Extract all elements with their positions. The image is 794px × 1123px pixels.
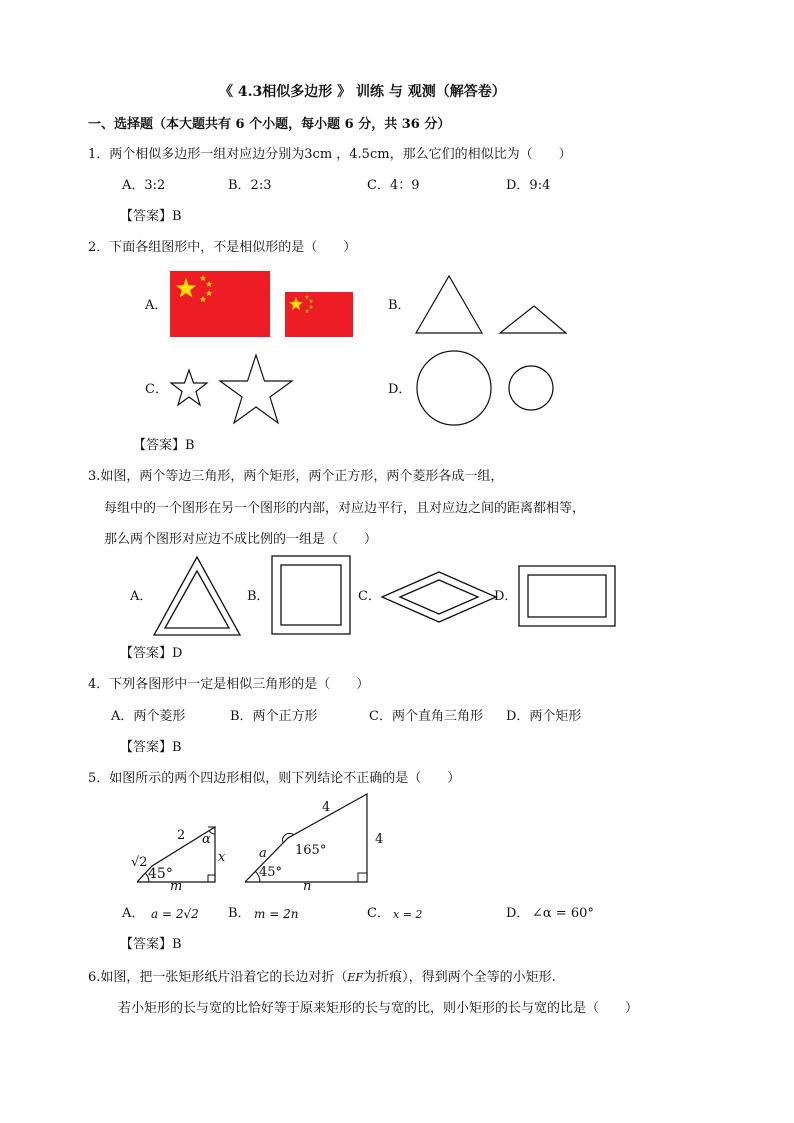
stars-figure <box>168 352 298 426</box>
q2-option-b: B． <box>388 298 411 313</box>
large-a-label: a <box>259 846 267 861</box>
q3-option-b: B． <box>247 589 270 604</box>
q6-line1 <box>88 970 556 986</box>
nested-squares-figure <box>271 555 353 637</box>
q2-option-d: D． <box>388 382 412 397</box>
q5-option-a-expr: a = 2√2 <box>151 907 199 921</box>
q3-line2: 每组中的一个图形在另一个图形的内部，对应边平行，且对应边之间的距离都相等， <box>104 501 586 516</box>
q2-option-c: C． <box>145 382 168 397</box>
q3-option-c: C． <box>358 589 381 604</box>
q3-option-a: A． <box>130 589 153 604</box>
large-angle-b-label: 45° <box>259 865 283 880</box>
large-angle-label: 165° <box>295 843 327 858</box>
q5-option-d-label: D． <box>506 906 530 921</box>
small-flag-figure <box>285 292 353 337</box>
q5-option-d-expr: ∠α = 60° <box>532 906 594 921</box>
q5-option-c-label: C． <box>367 906 390 921</box>
q4-answer: 【答案】B <box>120 740 182 755</box>
q1-stem: 1．两个相似多边形一组对应边分别为3cm ，4.5cm，那么它们的相似比为（ ） <box>88 147 572 162</box>
small-x-label: x <box>218 850 226 865</box>
q4-stem: 4．下列各图形中一定是相似三角形的是（ ） <box>88 677 370 692</box>
q4-option-d: D．两个矩形 <box>506 709 582 724</box>
q5-option-b-label: B． <box>228 906 251 921</box>
large-flag-figure <box>170 271 270 337</box>
q4-option-c: C．两个直角三角形 <box>369 709 483 724</box>
q1-option-d: D．9:4 <box>506 178 551 193</box>
q6-line1-post: 为折痕），得到两个全等的小矩形. <box>363 970 556 985</box>
q6-line1-ef: EF <box>347 971 364 984</box>
large-side-right-label: 4 <box>375 832 384 847</box>
section-heading: 一、选择题（本大题共有 6 个小题，每小题 6 分，共 36 分） <box>88 117 451 132</box>
small-side-top-label: 2 <box>177 828 186 843</box>
small-angle-label: 45° <box>148 866 173 882</box>
nested-triangles-figure <box>153 553 243 637</box>
nested-rhombuses-figure <box>380 570 500 624</box>
q1-option-a: A．3:2 <box>122 178 166 193</box>
q2-option-a: A． <box>145 298 168 313</box>
nested-rectangles-figure <box>518 565 618 629</box>
small-alpha-label: α <box>202 832 211 847</box>
q5-option-b-expr: m = 2n <box>254 907 299 921</box>
large-n-label: n <box>303 879 312 894</box>
q4-option-b: B．两个正方形 <box>230 709 318 724</box>
q3-answer: 【答案】D <box>120 646 183 661</box>
q2-stem: 2．下面各组图形中，不是相似形的是（ ） <box>88 240 357 255</box>
q5-option-c-expr: x = 2 <box>393 908 423 921</box>
q6-line1-pre: 6.如图，把一张矩形纸片沿着它的长边对折（ <box>88 970 348 985</box>
q3-line3: 那么两个图形对应边不成比例的一组是（ ） <box>104 532 378 547</box>
q3-option-d: D． <box>494 589 518 604</box>
q6-line2: 若小矩形的长与宽的比恰好等于原来矩形的长与宽的比，则小矩形的长与宽的比是（ ） <box>118 1001 639 1016</box>
q2-answer: 【答案】B <box>133 438 195 453</box>
small-side-left-label: √2 <box>131 855 148 870</box>
small-m-label: m <box>170 879 183 894</box>
page-title: 《 4.3相似多边形 》 训练 与 观测（解答卷） <box>219 84 506 100</box>
q5-stem: 5．如图所示的两个四边形相似，则下列结论不正确的是（ ） <box>88 771 461 786</box>
large-side-top-label: 4 <box>322 800 331 815</box>
q1-answer: 【答案】B <box>120 209 182 224</box>
q1-option-b: B．2:3 <box>228 178 272 193</box>
q5-option-a-label: A． <box>122 906 145 921</box>
q5-answer: 【答案】B <box>120 937 182 952</box>
circles-figure <box>414 350 559 427</box>
q1-option-c: C．4：9 <box>367 178 420 193</box>
q4-option-a: A．两个菱形 <box>111 709 186 724</box>
q3-line1: 3.如图，两个等边三角形，两个矩形，两个正方形，两个菱形各成一组， <box>88 469 504 484</box>
triangles-figure <box>414 275 574 335</box>
